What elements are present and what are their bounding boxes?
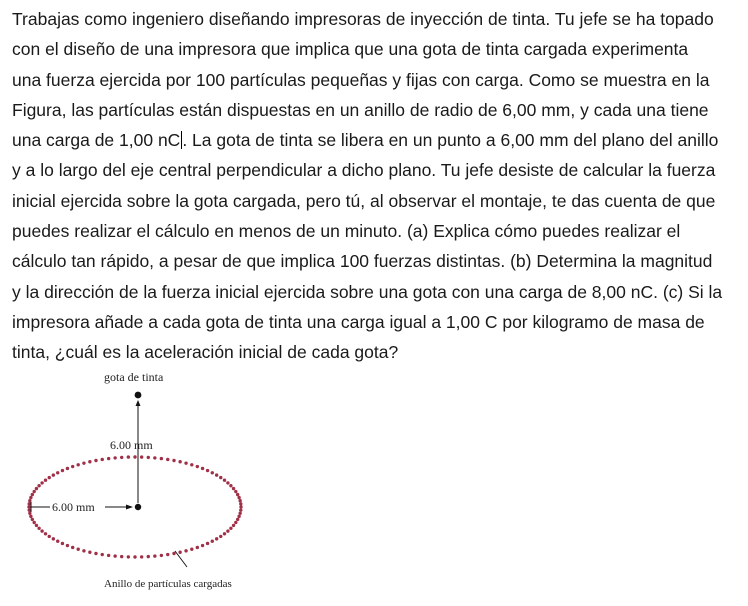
charged-particle bbox=[223, 532, 226, 535]
radius-label: 6.00 mm bbox=[52, 500, 95, 514]
axial-distance-label: 6.00 mm bbox=[110, 438, 153, 452]
charged-particle bbox=[28, 502, 31, 505]
charged-particle bbox=[113, 554, 116, 557]
charged-particle bbox=[52, 537, 55, 540]
charged-particle bbox=[35, 524, 38, 527]
charged-particle bbox=[184, 549, 187, 552]
charged-particle bbox=[77, 548, 80, 551]
charged-particle bbox=[113, 456, 116, 459]
charged-particle bbox=[82, 549, 85, 552]
charged-particle bbox=[31, 518, 34, 521]
charged-particle bbox=[196, 465, 199, 468]
charged-particle bbox=[211, 540, 214, 543]
charged-particle bbox=[61, 469, 64, 472]
charged-particle bbox=[232, 487, 235, 490]
charged-particle bbox=[239, 502, 242, 505]
charged-particle bbox=[201, 467, 204, 470]
charged-particle bbox=[40, 529, 43, 532]
charged-particle bbox=[215, 473, 218, 476]
charged-particle bbox=[236, 493, 239, 496]
charged-particle bbox=[127, 455, 130, 458]
charged-particle bbox=[237, 496, 240, 499]
problem-line: inicial ejercida sobre la gota cargada, pero tú, al observar el montaje, te das cuenta de que bbox=[12, 190, 716, 211]
drop-label: gota de tinta bbox=[104, 370, 164, 384]
charged-particle bbox=[160, 457, 163, 460]
charged-particle bbox=[238, 512, 241, 515]
charged-particle bbox=[133, 555, 136, 558]
problem-line: cálculo tan rápido, a pesar de que implica 100 fuerzas distintas. (b) Determina la magnitud bbox=[12, 251, 713, 272]
charged-particle bbox=[234, 521, 237, 524]
charged-particle bbox=[239, 508, 242, 511]
charged-particle bbox=[226, 481, 229, 484]
charged-particle bbox=[66, 544, 69, 547]
charged-particle bbox=[48, 535, 51, 538]
problem-line-part: . La gota de tinta se libera en un punto a 6,00 mm del plano del anillo bbox=[182, 130, 719, 151]
problem-line: una fuerza ejercida por 100 partículas pequeñas y fijas con carga. Como se muestra en la bbox=[12, 69, 710, 90]
charged-particle bbox=[153, 554, 156, 557]
charged-particle bbox=[127, 555, 130, 558]
charged-particle bbox=[31, 493, 34, 496]
charged-particle bbox=[196, 546, 199, 549]
charged-particle bbox=[40, 481, 43, 484]
charged-particle bbox=[153, 456, 156, 459]
charged-particle bbox=[239, 505, 242, 508]
charged-particle bbox=[172, 459, 175, 462]
charged-particle bbox=[172, 552, 175, 555]
charged-particle bbox=[120, 555, 123, 558]
charged-particle bbox=[226, 529, 229, 532]
charged-particle bbox=[56, 471, 59, 474]
charged-particle bbox=[219, 476, 222, 479]
charged-particle bbox=[48, 476, 51, 479]
charged-particle bbox=[94, 552, 97, 555]
charged-particle bbox=[37, 484, 40, 487]
problem-line: puedes realizar el cálculo en menos de un minuto. (a) Explica cómo puedes realizar el bbox=[12, 221, 681, 242]
charged-particle bbox=[28, 499, 31, 502]
charged-particle bbox=[32, 490, 35, 493]
charged-particle bbox=[166, 553, 169, 556]
charged-particle bbox=[52, 473, 55, 476]
charged-particle bbox=[94, 459, 97, 462]
charged-particle bbox=[237, 515, 240, 518]
charged-particle bbox=[190, 463, 193, 466]
ring-label: Anillo de partículas cargadas bbox=[104, 578, 232, 590]
charged-particle bbox=[71, 465, 74, 468]
charged-particle bbox=[61, 542, 64, 545]
problem-line: impresora añade a cada gota de tinta una carga igual a 1,00 C por kilogramo de masa de bbox=[12, 311, 705, 332]
charged-particle bbox=[66, 467, 69, 470]
problem-line bbox=[12, 125, 744, 155]
charged-particle bbox=[71, 546, 74, 549]
charged-particle bbox=[166, 458, 169, 461]
charged-particle bbox=[107, 457, 110, 460]
problem-line: Trabajas como ingeniero diseñando impresoras de inyección de tinta. Tu jefe se ha topado bbox=[12, 9, 714, 29]
charged-particle bbox=[29, 496, 32, 499]
charged-particle bbox=[37, 527, 40, 530]
charged-particle bbox=[178, 551, 181, 554]
problem-statement bbox=[12, 4, 744, 368]
charged-particle bbox=[147, 555, 150, 558]
charged-particle bbox=[88, 460, 91, 463]
charged-particle bbox=[77, 463, 80, 466]
charged-particle bbox=[44, 532, 47, 535]
charged-particle bbox=[120, 456, 123, 459]
problem-line: Figura, las partículas están dispuestas en un anillo de radio de 6,00 mm, y cada una tiene bbox=[12, 99, 709, 120]
charged-particle bbox=[190, 548, 193, 551]
charged-particle bbox=[140, 555, 143, 558]
charged-particle bbox=[101, 458, 104, 461]
charged-particle bbox=[236, 518, 239, 521]
problem-line: con el diseño de una impresora que implica que una gota de tinta cargada experimenta bbox=[12, 39, 689, 60]
charged-particle bbox=[44, 479, 47, 482]
charged-particle bbox=[206, 542, 209, 545]
charged-particle bbox=[35, 487, 38, 490]
charged-particle bbox=[223, 479, 226, 482]
charged-particle bbox=[232, 524, 235, 527]
charged-particle bbox=[201, 544, 204, 547]
charged-particle bbox=[56, 540, 59, 543]
charged-particle bbox=[28, 512, 31, 515]
charged-particle bbox=[178, 460, 181, 463]
problem-line: y la dirección de la fuerza inicial ejercida sobre una gota con una carga de 8,00 nC. (c) Si la bbox=[12, 281, 723, 302]
ink-drop bbox=[135, 392, 142, 399]
charged-particle bbox=[238, 499, 241, 502]
charged-particle bbox=[215, 537, 218, 540]
charged-particle bbox=[101, 553, 104, 556]
radius-arrowhead bbox=[126, 505, 133, 510]
ring-center-point bbox=[135, 504, 141, 510]
charged-particle bbox=[27, 505, 30, 508]
charged-particle bbox=[32, 521, 35, 524]
axis-arrowhead bbox=[136, 400, 141, 406]
charged-particle bbox=[160, 554, 163, 557]
problem-line-part: una carga de 1,00 nC bbox=[12, 130, 181, 151]
charged-particle bbox=[229, 527, 232, 530]
charged-particle bbox=[219, 535, 222, 538]
ring-figure bbox=[0, 360, 300, 600]
charged-particle bbox=[133, 455, 136, 458]
problem-line: y a lo largo del eje central perpendicular a dicho plano. Tu jefe desiste de calcular la fuerza bbox=[12, 160, 716, 181]
charged-particle bbox=[234, 490, 237, 493]
problem-line: tinta, ¿cuál es la aceleración inicial de cada gota? bbox=[12, 342, 399, 363]
charged-particle bbox=[229, 484, 232, 487]
charged-particle bbox=[88, 551, 91, 554]
charged-particle bbox=[184, 461, 187, 464]
charged-particle bbox=[140, 455, 143, 458]
charged-particle bbox=[147, 456, 150, 459]
charged-particle bbox=[211, 471, 214, 474]
charged-particle bbox=[29, 515, 32, 518]
charged-particle bbox=[107, 554, 110, 557]
charged-particle bbox=[82, 461, 85, 464]
charged-particle bbox=[206, 469, 209, 472]
charged-particle bbox=[28, 508, 31, 511]
